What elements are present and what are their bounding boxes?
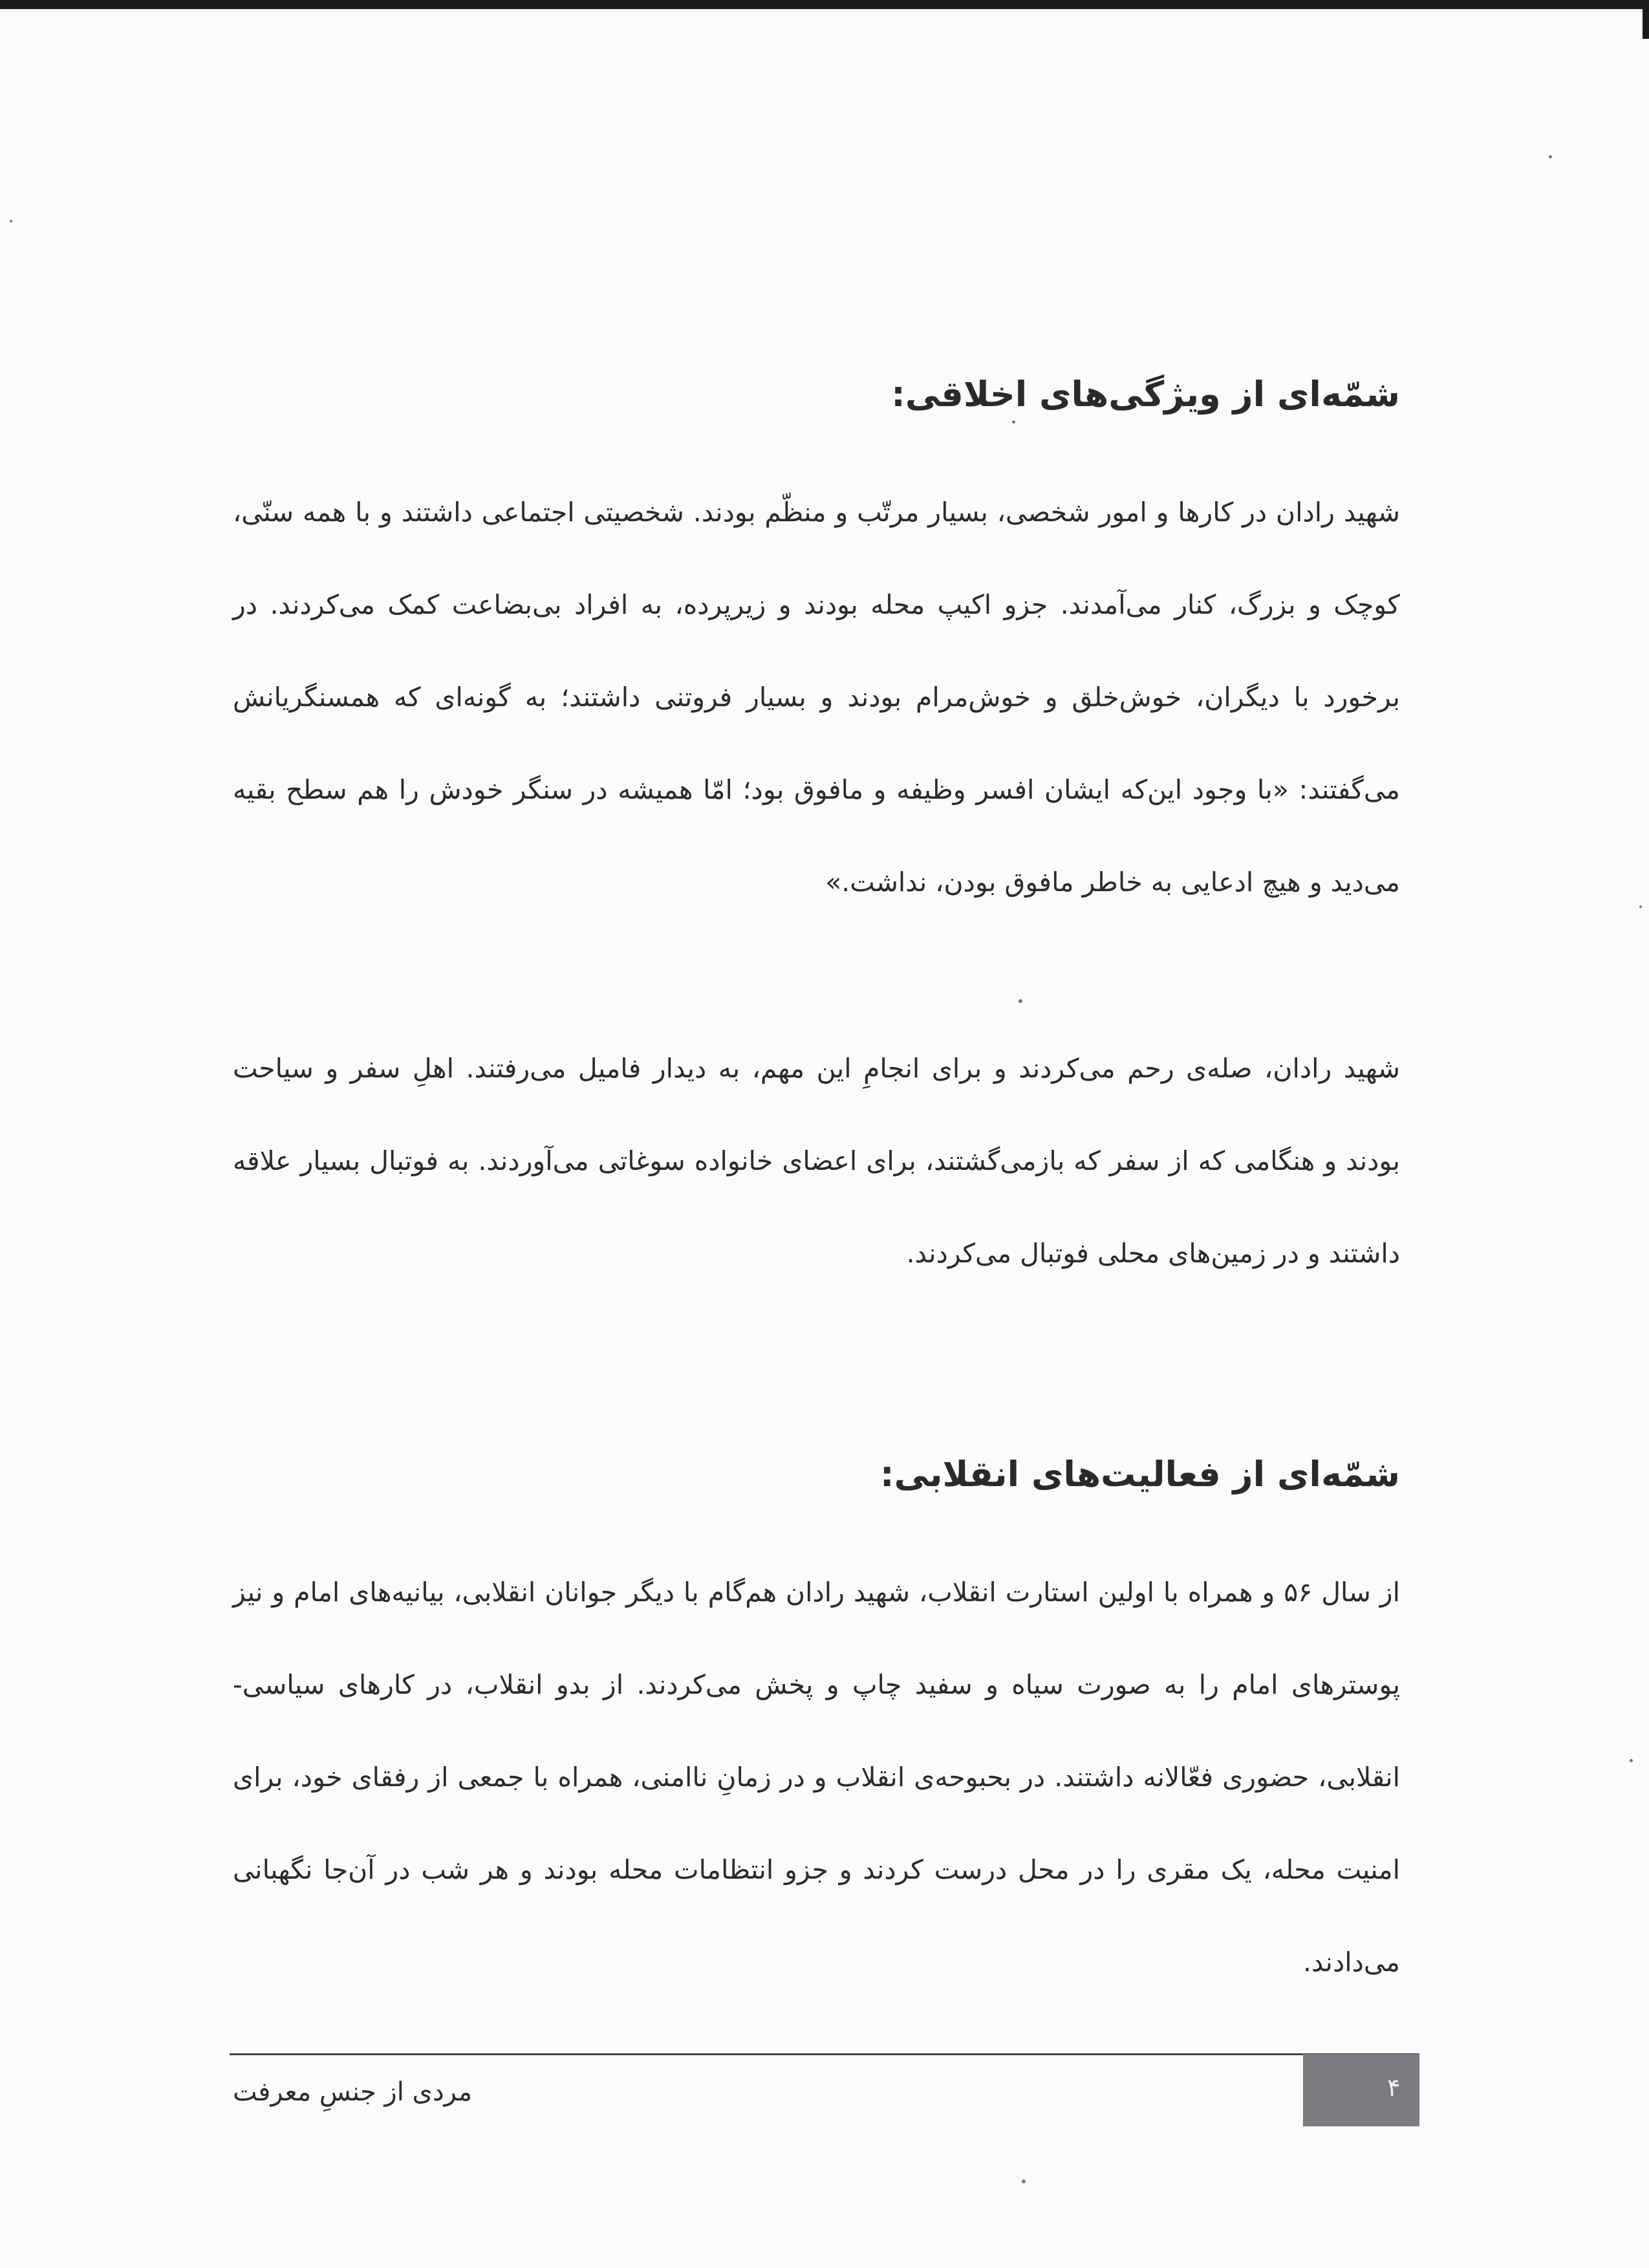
paragraph-ethics-1: شهید رادان در کارها و امور شخصی، بسیار مرتّب و منظّم بودند. شخصیتی اجتماعی داشتند و با همه سنّی، کوچک و بزرگ، کنار می‌آمدند. جزو اکیپ محله بودند و زیرپرده، به افراد بی‌بضاعت کمک می‌کردند. در برخورد با دیگران، خوش‌خلق و خوش‌مرام بودند و بسیار فروتنی داشتند؛ به گونه‌ای که همسنگریانش می‌گفتند: «با وجود این‌که ایشان افسر وظیفه و مافوق بود؛ امّا همیشه در سنگر خودش را هم سطح بقیه می‌دید و هیچ ادعایی به خاطر مافوق بودن، نداشت.»	[233, 497, 1400, 898]
scan-speck	[1022, 2179, 1026, 2183]
footer-divider	[230, 2053, 1419, 2055]
footer-book-title: مردی از جنسِ معرفت	[233, 2077, 473, 2107]
paragraph-revolution-1: از سال ۵۶ و همراه با اولین استارت انقلاب، شهید رادان هم‌گام با دیگر جوانان انقلابی، بیانیه‌های امام و نیز پوسترهای امام را به صورت سیاه و سفید چاپ و پخش می‌کردند. از بدو انقلاب، در کارهای سیاسی-انقلابی، حضوری فعّالانه داشتند. در بحبوحه‌ی انقلاب و در زمانِ ناامنی، همراه با جمعی از رفقای خود، برای امنیت محله، یک مقری را در محل درست کردند و جزو انتظامات محله بودند و هر شب در آن‌جا نگهبانی می‌دادند.	[233, 1577, 1400, 1978]
page-number: ۴	[1387, 2073, 1401, 2102]
page-number-box	[1303, 2054, 1419, 2126]
scan-speck	[1018, 999, 1022, 1003]
scan-speck	[1012, 420, 1015, 424]
section-heading-ethics: شمّه‌ای از ویژگی‌های اخلاقی:	[891, 373, 1400, 415]
scan-speck	[10, 220, 12, 222]
scan-speck	[1549, 155, 1552, 158]
paragraph-ethics-2: شهید رادان، صله‌ی رحم می‌کردند و برای انجامِ این مهم، به دیدار فامیل می‌رفتند. اهلِ سفر و سیاحت بودند و هنگامی که از سفر که بازمی‌گشتند، برای اعضای خانواده سوغاتی می‌آوردند. به فوتبال بسیار علاقه داشتند و در زمین‌های محلی فوتبال می‌کردند.	[233, 1053, 1400, 1269]
scan-speck	[1639, 905, 1642, 908]
scan-speck	[1630, 1759, 1633, 1762]
section-heading-revolution: شمّه‌ای از فعالیت‌های انقلابی:	[879, 1453, 1400, 1495]
